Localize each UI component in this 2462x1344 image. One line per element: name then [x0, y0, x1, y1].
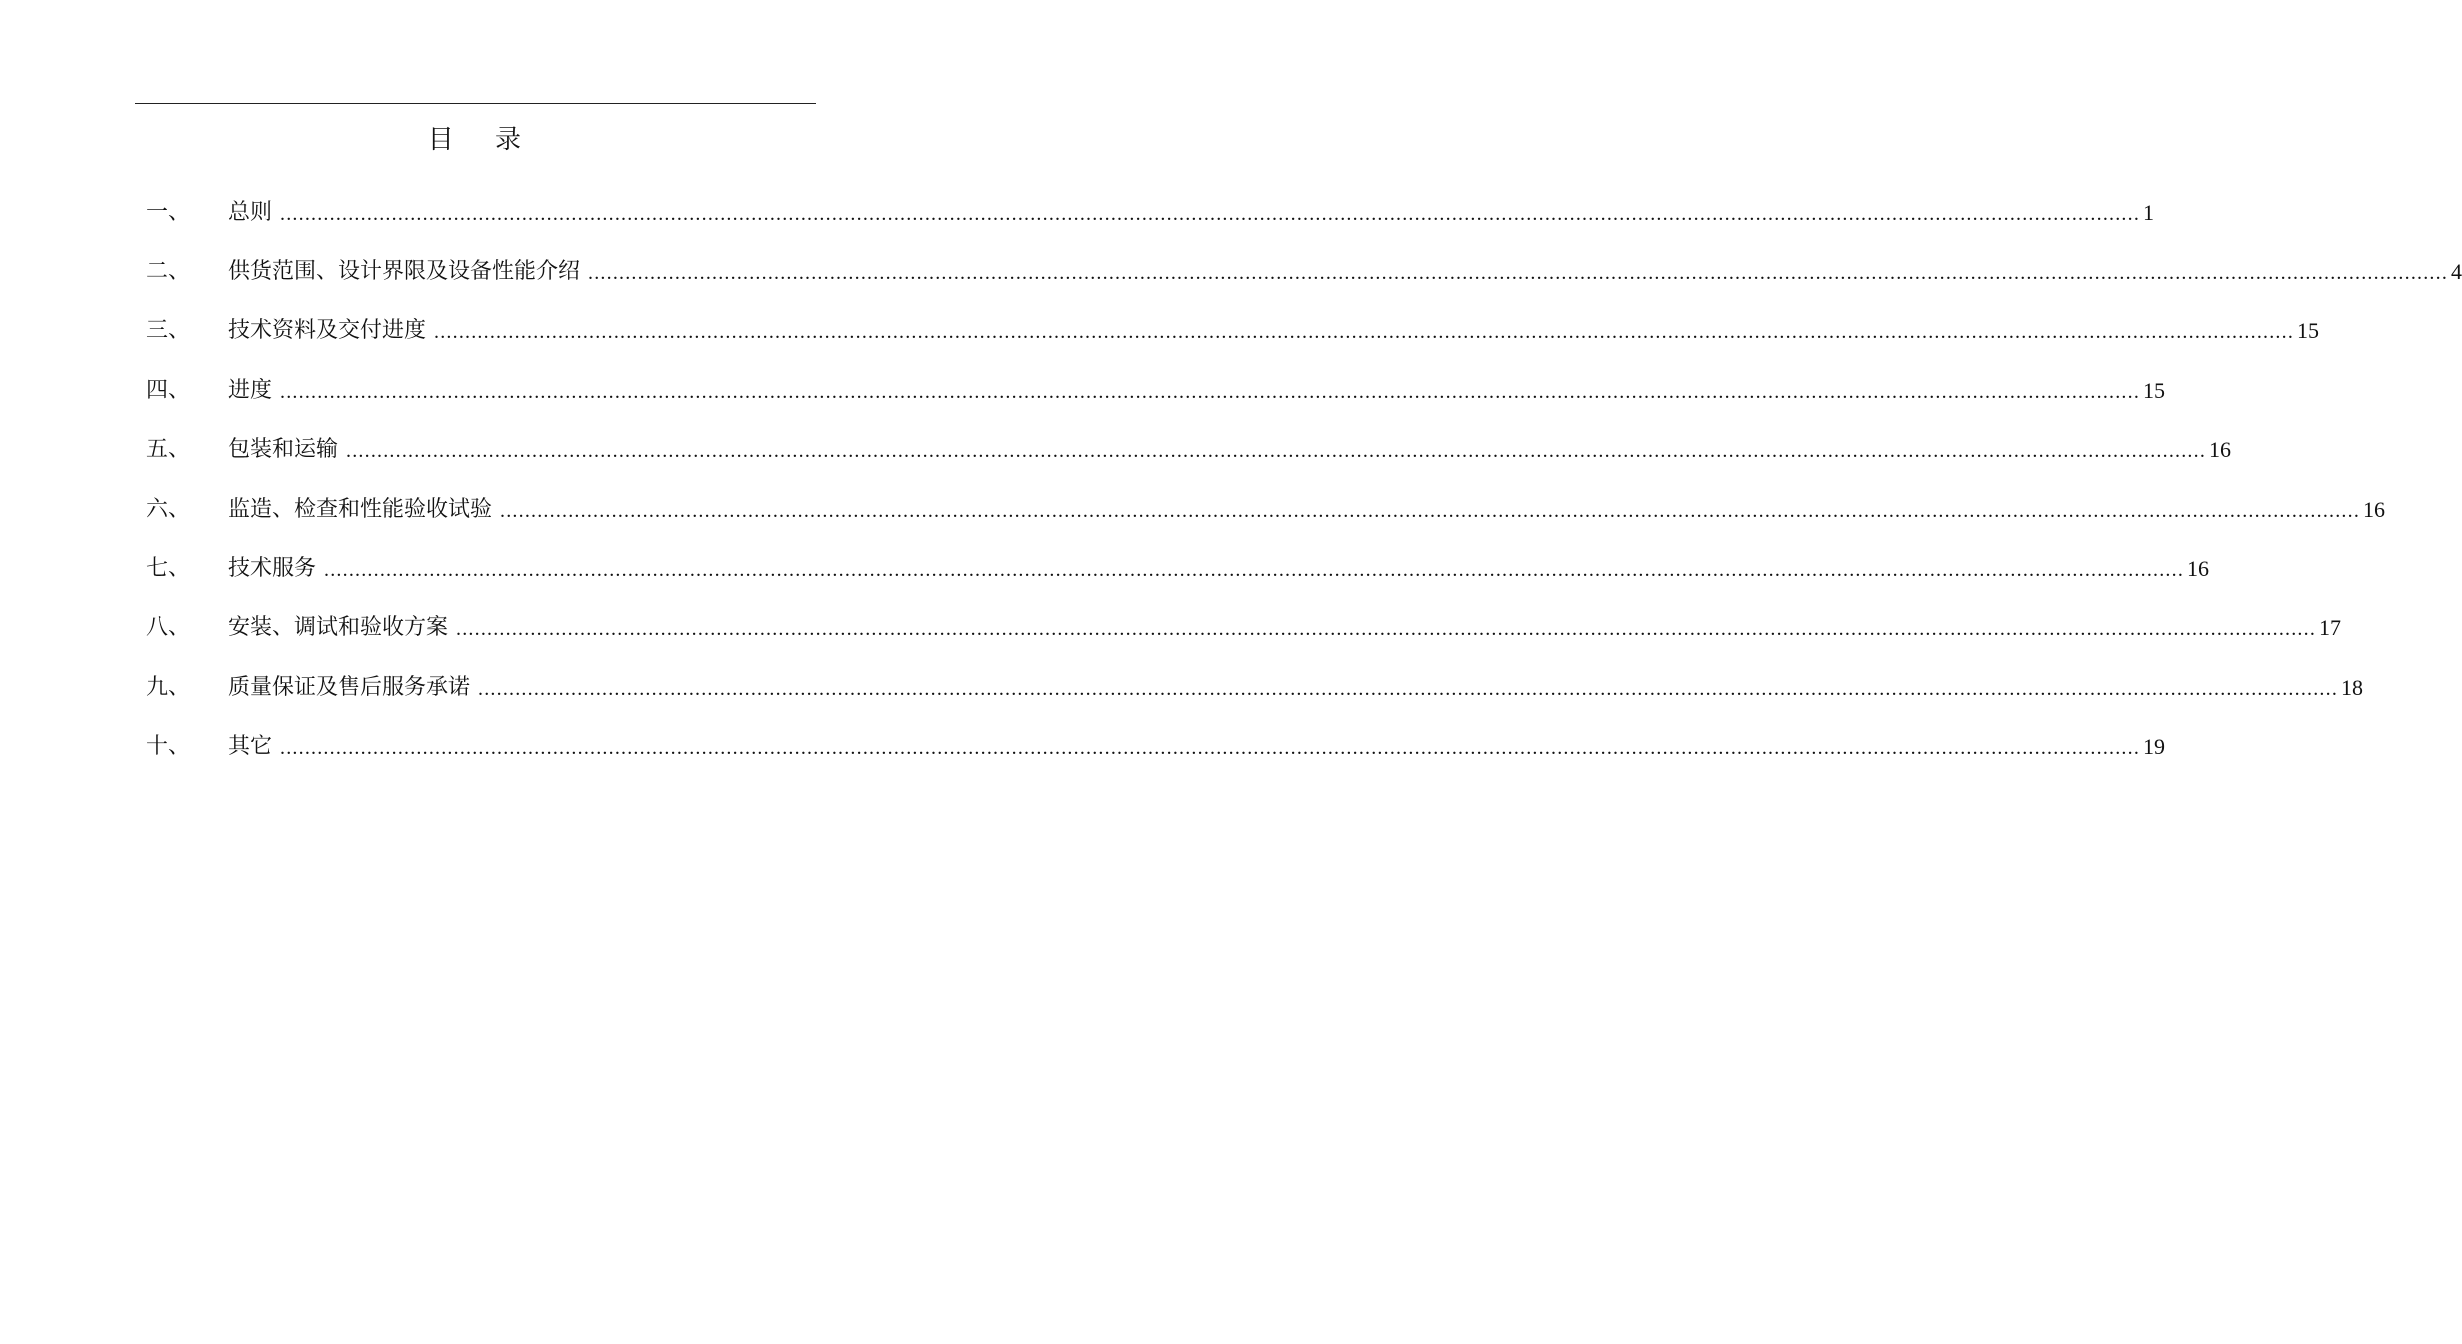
toc-entry-label: 技术服务 [228, 556, 317, 582]
toc-entry-label: 监造、检查和性能验收试验 [228, 496, 493, 522]
toc-dot-leader: ............................................................................................................................................................................................................................................................................................................ [280, 202, 2141, 225]
toc-entry-label: 总则 [228, 199, 273, 225]
toc-entry-label: 技术资料及交付进度 [228, 318, 427, 344]
toc-dot-leader: ............................................................................................................................................................................................................................................................................................................ [280, 380, 2141, 403]
toc-entry-label: 质量保证及售后服务承诺 [228, 674, 471, 700]
toc-entry-label: 其它 [228, 734, 273, 760]
toc-list [146, 183, 2462, 777]
toc-entry-2[interactable] [146, 242, 2462, 301]
toc-entry-page: 18 [2341, 674, 2364, 700]
toc-entry-3[interactable] [146, 302, 2320, 361]
toc-entry-page: 15 [2143, 377, 2166, 403]
header-rule [135, 103, 816, 104]
toc-dot-leader: ............................................................................................................................................................................................................................................................................................................ [588, 262, 2449, 285]
toc-dot-leader: ............................................................................................................................................................................................................................................................................................................ [500, 499, 2361, 522]
toc-entry-number: 二、 [146, 259, 191, 285]
toc-entry-label: 包装和运输 [228, 437, 339, 463]
toc-entry-4[interactable] [146, 361, 2166, 420]
toc-entry-number: 五、 [146, 437, 191, 463]
toc-entry-number: 八、 [146, 615, 191, 641]
toc-title-part-2: 录 [495, 125, 523, 155]
toc-entry-page: 16 [2363, 496, 2386, 522]
toc-dot-leader: ............................................................................................................................................................................................................................................................................................................ [456, 618, 2317, 641]
toc-dot-leader: ............................................................................................................................................................................................................................................................................................................ [346, 440, 2207, 463]
toc-entry-page: 4 [2451, 259, 2462, 285]
toc-entry-number: 十、 [146, 734, 191, 760]
toc-entry-number: 六、 [146, 496, 191, 522]
toc-entry-page: 1 [2143, 199, 2155, 225]
toc-entry-1[interactable] [146, 183, 2155, 242]
toc-entry-number: 三、 [146, 318, 191, 344]
toc-entry-page: 16 [2187, 556, 2210, 582]
toc-entry-10[interactable] [146, 718, 2166, 777]
toc-dot-leader: ............................................................................................................................................................................................................................................................................................................ [478, 677, 2339, 700]
toc-entry-label: 进度 [228, 377, 273, 403]
toc-entry-label: 供货范围、设计界限及设备性能介绍 [228, 259, 581, 285]
toc-entry-label: 安装、调试和验收方案 [228, 615, 449, 641]
toc-entry-7[interactable] [146, 539, 2210, 598]
toc-dot-leader: ............................................................................................................................................................................................................................................................................................................ [324, 559, 2185, 582]
toc-entry-9[interactable] [146, 658, 2364, 717]
toc-entry-6[interactable] [146, 480, 2386, 539]
toc-title-part-1: 目 [427, 125, 455, 155]
toc-dot-leader: ............................................................................................................................................................................................................................................................................................................ [280, 737, 2141, 760]
toc-entry-number: 一、 [146, 199, 191, 225]
toc-entry-8[interactable] [146, 599, 2342, 658]
toc-entry-page: 19 [2143, 734, 2166, 760]
toc-entry-number: 七、 [146, 556, 191, 582]
toc-entry-page: 16 [2209, 437, 2232, 463]
toc-entry-number: 四、 [146, 377, 191, 403]
toc-entry-number: 九、 [146, 674, 191, 700]
toc-entry-page: 17 [2319, 615, 2342, 641]
toc-entry-page: 15 [2297, 318, 2320, 344]
toc-dot-leader: ............................................................................................................................................................................................................................................................................................................ [434, 321, 2295, 344]
toc-title [0, 120, 950, 160]
toc-entry-5[interactable] [146, 421, 2232, 480]
